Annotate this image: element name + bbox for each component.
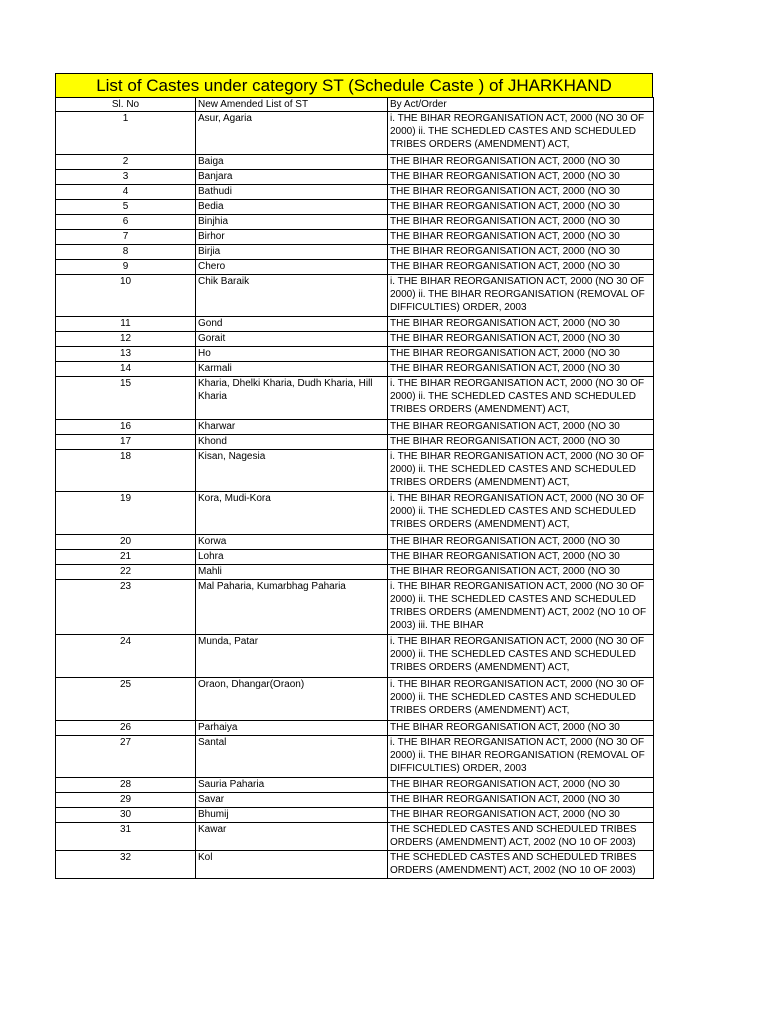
row-sl-no: 12	[119, 333, 132, 344]
row-caste-name-cell	[196, 112, 388, 155]
table-body	[56, 112, 654, 879]
table-row	[56, 535, 654, 550]
row-sl-no: 5	[122, 201, 129, 212]
row-caste-name-cell	[196, 851, 388, 879]
row-sl-no-cell	[56, 275, 196, 317]
row-caste-name-cell	[196, 736, 388, 778]
row-sl-no-cell	[56, 635, 196, 678]
row-sl-no: 15	[119, 378, 132, 389]
row-caste-name: Kol	[198, 852, 213, 863]
row-act-order: THE BIHAR REORGANISATION ACT, 2000 (NO 30	[390, 421, 620, 432]
table-row	[56, 362, 654, 377]
row-sl-no: 17	[119, 436, 132, 447]
row-caste-name-cell	[196, 808, 388, 823]
row-sl-no-cell	[56, 778, 196, 793]
row-act-order: THE BIHAR REORGANISATION ACT, 2000 (NO 30	[390, 156, 620, 167]
row-sl-no-cell	[56, 535, 196, 550]
row-caste-name-cell	[196, 245, 388, 260]
row-sl-no: 14	[119, 363, 132, 374]
row-sl-no-cell	[56, 678, 196, 721]
row-caste-name-cell	[196, 155, 388, 170]
row-sl-no-cell	[56, 347, 196, 362]
row-act-order: THE BIHAR REORGANISATION ACT, 2000 (NO 30	[390, 171, 620, 182]
row-caste-name: Bhumij	[198, 809, 229, 820]
row-caste-name: Ho	[198, 348, 211, 359]
row-sl-no-cell	[56, 317, 196, 332]
table-row	[56, 851, 654, 879]
table-row	[56, 492, 654, 535]
row-sl-no: 13	[119, 348, 132, 359]
row-caste-name-cell	[196, 793, 388, 808]
row-sl-no: 7	[122, 231, 129, 242]
row-act-order-cell	[388, 112, 654, 155]
row-act-order: THE BIHAR REORGANISATION ACT, 2000 (NO 30	[390, 566, 620, 577]
row-act-order-cell	[388, 535, 654, 550]
row-caste-name: Oraon, Dhangar(Oraon)	[198, 679, 305, 690]
row-sl-no-cell	[56, 420, 196, 435]
row-act-order-cell	[388, 450, 654, 492]
row-sl-no: 2	[122, 156, 129, 167]
row-act-order-cell	[388, 362, 654, 377]
row-sl-no: 21	[119, 551, 132, 562]
row-caste-name: Korwa	[198, 536, 227, 547]
row-act-order: THE BIHAR REORGANISATION ACT, 2000 (NO 30	[390, 551, 620, 562]
row-act-order-cell	[388, 778, 654, 793]
row-act-order: i. THE BIHAR REORGANISATION ACT, 2000 (NO 30 OF 2000) ii. THE SCHEDLED CASTES AND SCHEDULED TRIBES ORDERS (AMENDMENT) ACT,	[390, 679, 645, 716]
row-act-order: THE BIHAR REORGANISATION ACT, 2000 (NO 30	[390, 536, 620, 547]
table-row	[56, 420, 654, 435]
table-row	[56, 332, 654, 347]
row-caste-name: Binjhia	[198, 216, 229, 227]
row-act-order-cell	[388, 200, 654, 215]
row-caste-name: Birhor	[198, 231, 225, 242]
row-act-order-cell	[388, 580, 654, 635]
row-sl-no-cell	[56, 580, 196, 635]
row-sl-no: 3	[122, 171, 129, 182]
table-row	[56, 793, 654, 808]
row-act-order-cell	[388, 230, 654, 245]
row-caste-name: Savar	[198, 794, 225, 805]
row-caste-name-cell	[196, 420, 388, 435]
row-caste-name-cell	[196, 230, 388, 245]
row-sl-no: 1	[122, 113, 129, 124]
row-caste-name-cell	[196, 332, 388, 347]
row-caste-name: Kharia, Dhelki Kharia, Dudh Kharia, Hill Kharia	[198, 378, 373, 402]
row-sl-no-cell	[56, 230, 196, 245]
row-act-order: THE BIHAR REORGANISATION ACT, 2000 (NO 30	[390, 809, 620, 820]
row-sl-no: 20	[119, 536, 132, 547]
row-act-order-cell	[388, 377, 654, 420]
table-row	[56, 635, 654, 678]
row-caste-name-cell	[196, 778, 388, 793]
row-caste-name-cell	[196, 260, 388, 275]
row-act-order: THE BIHAR REORGANISATION ACT, 2000 (NO 30	[390, 333, 620, 344]
row-caste-name: Banjara	[198, 171, 233, 182]
table-row	[56, 275, 654, 317]
table-row	[56, 230, 654, 245]
table-row	[56, 550, 654, 565]
col-header-act-order: By Act/Order	[388, 98, 654, 112]
row-act-order: THE BIHAR REORGANISATION ACT, 2000 (NO 30	[390, 722, 620, 733]
table-row	[56, 200, 654, 215]
row-act-order: THE BIHAR REORGANISATION ACT, 2000 (NO 30	[390, 363, 620, 374]
row-act-order: i. THE BIHAR REORGANISATION ACT, 2000 (NO 30 OF 2000) ii. THE BIHAR REORGANISATION (REMOVAL OF DIFFICULTIES) ORDER, 2003	[390, 737, 645, 774]
row-sl-no-cell	[56, 736, 196, 778]
row-sl-no-cell	[56, 808, 196, 823]
row-caste-name: Kawar	[198, 824, 227, 835]
table-row	[56, 347, 654, 362]
row-caste-name-cell	[196, 435, 388, 450]
row-caste-name-cell	[196, 450, 388, 492]
row-act-order-cell	[388, 823, 654, 851]
row-act-order-cell	[388, 678, 654, 721]
row-caste-name: Bathudi	[198, 186, 232, 197]
row-sl-no: 22	[119, 566, 132, 577]
row-caste-name-cell	[196, 678, 388, 721]
row-caste-name: Birjia	[198, 246, 221, 257]
row-sl-no: 32	[119, 852, 132, 863]
row-caste-name: Lohra	[198, 551, 224, 562]
row-sl-no: 27	[119, 737, 132, 748]
row-sl-no: 30	[119, 809, 132, 820]
table-row	[56, 778, 654, 793]
row-caste-name-cell	[196, 170, 388, 185]
row-act-order: i. THE BIHAR REORGANISATION ACT, 2000 (NO 30 OF 2000) ii. THE BIHAR REORGANISATION (REMOVAL OF DIFFICULTIES) ORDER, 2003	[390, 276, 645, 313]
row-sl-no-cell	[56, 793, 196, 808]
row-act-order: THE BIHAR REORGANISATION ACT, 2000 (NO 30	[390, 231, 620, 242]
row-sl-no-cell	[56, 851, 196, 879]
row-sl-no: 31	[119, 824, 132, 835]
table-row	[56, 112, 654, 155]
row-caste-name: Munda, Patar	[198, 636, 259, 647]
table-row	[56, 377, 654, 420]
row-act-order: i. THE BIHAR REORGANISATION ACT, 2000 (NO 30 OF 2000) ii. THE SCHEDLED CASTES AND SCHEDULED TRIBES ORDERS (AMENDMENT) ACT,	[390, 378, 645, 415]
row-act-order-cell	[388, 851, 654, 879]
row-sl-no: 26	[119, 722, 132, 733]
row-caste-name: Chik Baraik	[198, 276, 250, 287]
row-act-order: THE BIHAR REORGANISATION ACT, 2000 (NO 30	[390, 216, 620, 227]
row-act-order: THE SCHEDLED CASTES AND SCHEDULED TRIBES ORDERS (AMENDMENT) ACT, 2002 (NO 10 OF 2003)	[390, 824, 637, 848]
row-caste-name: Kharwar	[198, 421, 236, 432]
table-row	[56, 155, 654, 170]
table-row	[56, 435, 654, 450]
row-sl-no-cell	[56, 362, 196, 377]
row-sl-no-cell	[56, 377, 196, 420]
row-act-order: i. THE BIHAR REORGANISATION ACT, 2000 (NO 30 OF 2000) ii. THE SCHEDLED CASTES AND SCHEDULED TRIBES ORDERS (AMENDMENT) ACT,	[390, 451, 645, 488]
row-sl-no-cell	[56, 332, 196, 347]
table-row	[56, 823, 654, 851]
row-caste-name-cell	[196, 200, 388, 215]
row-caste-name: Gond	[198, 318, 223, 329]
table-row	[56, 678, 654, 721]
row-caste-name-cell	[196, 721, 388, 736]
row-caste-name-cell	[196, 550, 388, 565]
table-row	[56, 317, 654, 332]
sheet-title: List of Castes under category ST (Schedule Caste ) of JHARKHAND	[55, 73, 653, 97]
row-act-order-cell	[388, 245, 654, 260]
row-caste-name-cell	[196, 185, 388, 200]
header-row	[56, 98, 654, 112]
row-act-order: i. THE BIHAR REORGANISATION ACT, 2000 (NO 30 OF 2000) ii. THE SCHEDLED CASTES AND SCHEDULED TRIBES ORDERS (AMENDMENT) ACT,	[390, 636, 645, 673]
row-act-order: THE SCHEDLED CASTES AND SCHEDULED TRIBES ORDERS (AMENDMENT) ACT, 2002 (NO 10 OF 2003)	[390, 852, 637, 876]
row-sl-no: 28	[119, 779, 132, 790]
row-act-order: THE BIHAR REORGANISATION ACT, 2000 (NO 30	[390, 779, 620, 790]
row-act-order-cell	[388, 736, 654, 778]
row-act-order: THE BIHAR REORGANISATION ACT, 2000 (NO 30	[390, 348, 620, 359]
row-act-order-cell	[388, 550, 654, 565]
row-caste-name: Parhaiya	[198, 722, 238, 733]
row-act-order-cell	[388, 170, 654, 185]
row-act-order: i. THE BIHAR REORGANISATION ACT, 2000 (NO 30 OF 2000) ii. THE SCHEDLED CASTES AND SCHEDULED TRIBES ORDERS (AMENDMENT) ACT, 2002 (NO 10 OF 2003) iii. THE BIHAR	[390, 581, 647, 631]
row-act-order-cell	[388, 185, 654, 200]
row-act-order-cell	[388, 435, 654, 450]
row-sl-no: 24	[119, 636, 132, 647]
row-caste-name: Santal	[198, 737, 227, 748]
row-act-order-cell	[388, 155, 654, 170]
row-sl-no: 18	[119, 451, 132, 462]
row-act-order: THE BIHAR REORGANISATION ACT, 2000 (NO 30	[390, 201, 620, 212]
table-row	[56, 565, 654, 580]
row-act-order: THE BIHAR REORGANISATION ACT, 2000 (NO 30	[390, 261, 620, 272]
row-sl-no-cell	[56, 155, 196, 170]
row-act-order-cell	[388, 317, 654, 332]
table-row	[56, 736, 654, 778]
row-sl-no-cell	[56, 435, 196, 450]
row-act-order: THE BIHAR REORGANISATION ACT, 2000 (NO 30	[390, 186, 620, 197]
row-caste-name-cell	[196, 377, 388, 420]
row-sl-no-cell	[56, 550, 196, 565]
row-sl-no-cell	[56, 112, 196, 155]
row-act-order-cell	[388, 347, 654, 362]
row-caste-name: Baiga	[198, 156, 224, 167]
row-caste-name-cell	[196, 823, 388, 851]
row-sl-no-cell	[56, 260, 196, 275]
row-caste-name-cell	[196, 565, 388, 580]
row-caste-name-cell	[196, 362, 388, 377]
row-sl-no-cell	[56, 245, 196, 260]
table-row	[56, 185, 654, 200]
row-caste-name: Asur, Agaria	[198, 113, 252, 124]
col-header-sl-no: Sl. No	[56, 98, 196, 112]
row-sl-no: 19	[119, 493, 132, 504]
row-act-order-cell	[388, 635, 654, 678]
table-row	[56, 215, 654, 230]
row-sl-no-cell	[56, 450, 196, 492]
row-sl-no: 8	[122, 246, 129, 257]
row-sl-no-cell	[56, 823, 196, 851]
row-sl-no: 10	[119, 276, 132, 287]
st-caste-table	[55, 97, 654, 879]
row-act-order-cell	[388, 565, 654, 580]
col-header-st-list: New Amended List of ST	[196, 98, 388, 112]
row-sl-no-cell	[56, 170, 196, 185]
row-sl-no: 23	[119, 581, 132, 592]
row-act-order: i. THE BIHAR REORGANISATION ACT, 2000 (NO 30 OF 2000) ii. THE SCHEDLED CASTES AND SCHEDULED TRIBES ORDERS (AMENDMENT) ACT,	[390, 493, 645, 530]
row-caste-name-cell	[196, 635, 388, 678]
row-caste-name-cell	[196, 215, 388, 230]
row-act-order: THE BIHAR REORGANISATION ACT, 2000 (NO 30	[390, 318, 620, 329]
table-row	[56, 450, 654, 492]
row-caste-name-cell	[196, 317, 388, 332]
row-act-order-cell	[388, 275, 654, 317]
row-caste-name: Sauria Paharia	[198, 779, 265, 790]
row-sl-no: 11	[120, 318, 131, 329]
row-caste-name: Mahli	[198, 566, 222, 577]
table-row	[56, 170, 654, 185]
row-sl-no: 4	[122, 186, 129, 197]
row-caste-name: Mal Paharia, Kumarbhag Paharia	[198, 581, 346, 592]
table-row	[56, 245, 654, 260]
row-caste-name-cell	[196, 347, 388, 362]
row-sl-no: 9	[122, 261, 129, 272]
row-act-order-cell	[388, 420, 654, 435]
row-caste-name-cell	[196, 492, 388, 535]
table-row	[56, 580, 654, 635]
row-caste-name-cell	[196, 275, 388, 317]
row-act-order-cell	[388, 260, 654, 275]
row-caste-name: Khond	[198, 436, 227, 447]
row-act-order-cell	[388, 332, 654, 347]
row-sl-no: 6	[122, 216, 129, 227]
row-sl-no-cell	[56, 565, 196, 580]
row-act-order-cell	[388, 492, 654, 535]
row-sl-no: 29	[119, 794, 132, 805]
row-sl-no: 16	[119, 421, 132, 432]
row-sl-no-cell	[56, 215, 196, 230]
row-act-order: THE BIHAR REORGANISATION ACT, 2000 (NO 30	[390, 436, 620, 447]
table-row	[56, 260, 654, 275]
row-sl-no: 25	[119, 679, 132, 690]
row-sl-no-cell	[56, 185, 196, 200]
row-caste-name: Kisan, Nagesia	[198, 451, 266, 462]
row-sl-no-cell	[56, 200, 196, 215]
row-sl-no-cell	[56, 721, 196, 736]
row-caste-name-cell	[196, 535, 388, 550]
row-caste-name: Gorait	[198, 333, 226, 344]
row-caste-name: Bedia	[198, 201, 224, 212]
row-act-order-cell	[388, 793, 654, 808]
row-caste-name-cell	[196, 580, 388, 635]
row-act-order: i. THE BIHAR REORGANISATION ACT, 2000 (NO 30 OF 2000) ii. THE SCHEDLED CASTES AND SCHEDULED TRIBES ORDERS (AMENDMENT) ACT,	[390, 113, 645, 150]
row-act-order: THE BIHAR REORGANISATION ACT, 2000 (NO 30	[390, 246, 620, 257]
row-act-order: THE BIHAR REORGANISATION ACT, 2000 (NO 30	[390, 794, 620, 805]
row-sl-no-cell	[56, 492, 196, 535]
table-row	[56, 721, 654, 736]
row-act-order-cell	[388, 721, 654, 736]
row-caste-name: Karmali	[198, 363, 232, 374]
row-caste-name: Kora, Mudi-Kora	[198, 493, 271, 504]
table-row	[56, 808, 654, 823]
row-caste-name: Chero	[198, 261, 226, 272]
row-act-order-cell	[388, 808, 654, 823]
row-act-order-cell	[388, 215, 654, 230]
